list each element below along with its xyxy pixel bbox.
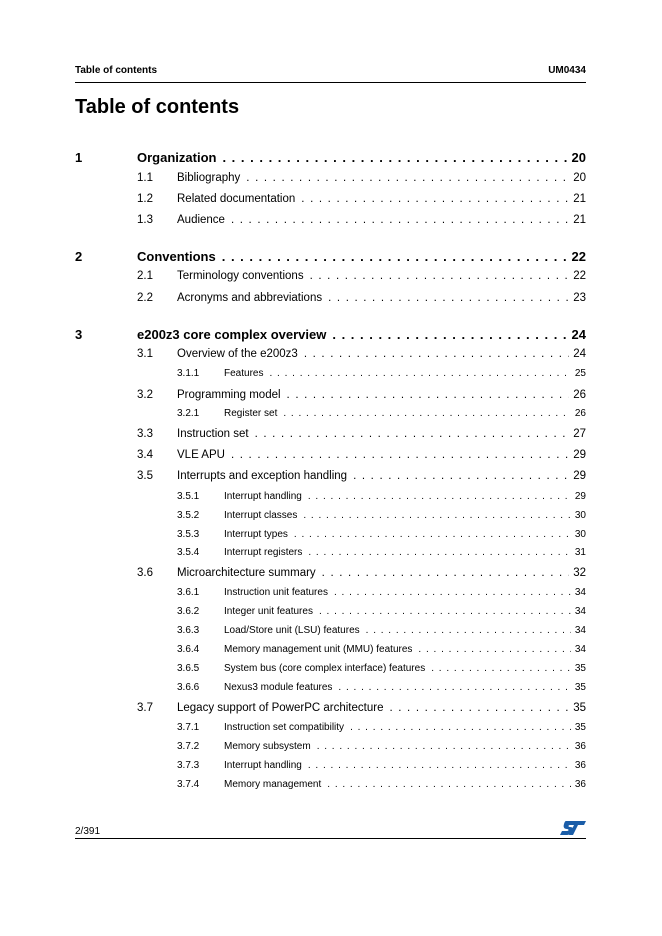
toc-entry-page[interactable]: 29 — [573, 449, 586, 461]
page-header — [75, 65, 586, 79]
toc-entry-page[interactable]: 21 — [573, 193, 586, 205]
toc-entry-number: 3.4 — [137, 449, 153, 461]
toc-entry-page[interactable]: 36 — [574, 760, 586, 771]
page-title: Table of contents — [75, 96, 240, 118]
toc-entry-page[interactable]: 24 — [571, 327, 586, 342]
toc-dot-leader — [308, 547, 571, 558]
toc-entry[interactable] — [75, 470, 586, 485]
toc-entry-title[interactable]: Interrupt classes — [224, 510, 298, 521]
toc-entry[interactable] — [75, 491, 586, 504]
toc-entry[interactable] — [75, 722, 586, 735]
toc-entry[interactable] — [75, 408, 586, 421]
toc-entry-page[interactable]: 35 — [574, 682, 586, 693]
toc-dot-leader — [334, 587, 571, 598]
toc-dot-leader — [389, 702, 569, 714]
toc-entry-title[interactable]: Interrupts and exception handling — [177, 470, 348, 482]
toc-dot-leader — [231, 449, 569, 461]
toc-entry-page[interactable]: 26 — [573, 389, 586, 401]
toc-entry-page[interactable]: 35 — [573, 702, 586, 714]
toc-entry-number: 3.7.3 — [177, 760, 200, 771]
toc-dot-leader — [338, 682, 570, 693]
toc-dot-leader — [418, 644, 570, 655]
toc-entry-title[interactable]: Acronyms and abbreviations — [177, 292, 323, 304]
toc-dot-leader — [308, 491, 571, 502]
footer-page-number: 2/391 — [75, 826, 101, 837]
toc-dot-leader — [431, 663, 571, 674]
header-rule — [75, 82, 586, 83]
toc-entry-title[interactable]: Memory subsystem — [224, 741, 311, 752]
toc-entry-page[interactable]: 26 — [574, 408, 586, 419]
toc-dot-leader — [222, 150, 567, 165]
toc-entry-page[interactable]: 22 — [573, 270, 586, 282]
toc-entry-number: 3.3 — [137, 428, 153, 440]
toc-entry[interactable] — [75, 428, 586, 443]
toc-entry-title[interactable]: Terminology conventions — [177, 270, 304, 282]
toc-entry-title[interactable]: Instruction unit features — [224, 587, 328, 598]
toc-entry-page[interactable]: 30 — [574, 510, 586, 521]
toc-entry-page[interactable]: 20 — [571, 150, 586, 165]
toc-dot-leader — [287, 389, 570, 401]
toc-entry-title[interactable]: Features — [224, 368, 264, 379]
toc-entry-number: 3.1 — [137, 348, 153, 360]
toc-entry-number: 3.6.1 — [177, 587, 200, 598]
toc-entry-number: 1 — [75, 150, 83, 165]
toc-entry-title[interactable]: Interrupt handling — [224, 760, 302, 771]
toc-entry-number: 3.5.4 — [177, 547, 200, 558]
toc-dot-leader — [269, 368, 570, 379]
toc-dot-leader — [322, 567, 570, 579]
toc-dot-leader — [303, 510, 571, 521]
toc-entry[interactable] — [75, 270, 586, 285]
toc-entry[interactable] — [75, 510, 586, 523]
toc-dot-leader — [366, 625, 571, 636]
toc-entry-title[interactable]: Integer unit features — [224, 606, 313, 617]
toc-entry[interactable] — [75, 389, 586, 404]
toc-entry[interactable] — [75, 348, 586, 363]
toc-dot-leader — [317, 741, 571, 752]
toc-entry-page[interactable]: 22 — [571, 249, 586, 264]
toc-entry[interactable] — [75, 172, 586, 187]
toc-entry-title[interactable]: e200z3 core complex overview — [137, 327, 327, 342]
st-logo-icon — [559, 820, 587, 836]
toc-entry-page[interactable]: 36 — [574, 779, 586, 790]
toc-entry[interactable] — [75, 292, 586, 307]
toc-entry-number: 3.7.1 — [177, 722, 200, 733]
toc-entry[interactable] — [75, 682, 586, 695]
toc-entry-number: 3.2.1 — [177, 408, 200, 419]
toc-dot-leader — [327, 779, 571, 790]
toc-entry-number: 3.5 — [137, 470, 153, 482]
toc-entry[interactable] — [75, 606, 586, 619]
toc-entry-number: 3.7.2 — [177, 741, 200, 752]
toc-entry-page[interactable]: 30 — [574, 529, 586, 540]
toc-dot-leader — [308, 760, 571, 771]
footer-rule — [75, 838, 586, 839]
toc-entry[interactable] — [75, 368, 586, 381]
toc-entry-number: 3.6.4 — [177, 644, 200, 655]
toc-dot-leader — [222, 249, 568, 264]
toc-entry-number: 3.6.3 — [177, 625, 200, 636]
toc-entry-page[interactable]: 34 — [574, 625, 586, 636]
toc-entry-number: 3.5.2 — [177, 510, 200, 521]
toc-dot-leader — [246, 172, 569, 184]
toc-dot-leader — [301, 193, 569, 205]
toc-entry-page[interactable]: 21 — [573, 214, 586, 226]
toc-entry-title[interactable]: Programming model — [177, 389, 281, 401]
toc-entry-title[interactable]: Nexus3 module features — [224, 682, 333, 693]
toc-entry-page[interactable]: 23 — [573, 292, 586, 304]
toc-entry[interactable] — [75, 193, 586, 208]
toc-entry-title[interactable]: Conventions — [137, 249, 216, 264]
toc-entry-page[interactable]: 34 — [574, 606, 586, 617]
toc-dot-leader — [319, 606, 571, 617]
toc-entry-number: 3.7.4 — [177, 779, 200, 790]
toc-entry-title[interactable]: Bibliography — [177, 172, 241, 184]
toc-entry[interactable] — [75, 663, 586, 676]
toc-entry[interactable] — [75, 327, 586, 344]
toc-entry-number: 2.1 — [137, 270, 153, 282]
toc-entry-number: 3.5.1 — [177, 491, 200, 502]
toc-entry-number: 3.5.3 — [177, 529, 200, 540]
toc-entry-page[interactable]: 34 — [574, 644, 586, 655]
toc-entry-title[interactable]: Interrupt types — [224, 529, 288, 540]
toc-entry-title[interactable]: Memory management — [224, 779, 322, 790]
toc-entry-page[interactable]: 31 — [574, 547, 586, 558]
toc-entry[interactable] — [75, 625, 586, 638]
toc-entry[interactable] — [75, 529, 586, 542]
toc-dot-leader — [350, 722, 571, 733]
toc-dot-leader — [328, 292, 569, 304]
toc-entry-page[interactable]: 32 — [573, 567, 586, 579]
toc-entry-title[interactable]: Related documentation — [177, 193, 296, 205]
toc-entry-title[interactable]: Instruction set compatibility — [224, 722, 345, 733]
toc-dot-leader — [304, 348, 569, 360]
toc-dot-leader — [332, 327, 567, 342]
toc-dot-leader — [255, 428, 570, 440]
toc-entry-title[interactable]: Memory management unit (MMU) features — [224, 644, 413, 655]
toc-entry-title[interactable]: System bus (core complex interface) features — [224, 663, 426, 674]
toc-entry[interactable] — [75, 644, 586, 657]
toc-entry-page[interactable]: 34 — [574, 587, 586, 598]
toc-entry-number: 3 — [75, 327, 83, 342]
toc-entry-page[interactable]: 27 — [573, 428, 586, 440]
toc-entry-page[interactable]: 35 — [574, 663, 586, 674]
toc-entry-page[interactable]: 35 — [574, 722, 586, 733]
toc-entry-number: 2 — [75, 249, 83, 264]
toc-entry-title[interactable]: Organization — [137, 150, 217, 165]
toc-dot-leader — [294, 529, 571, 540]
toc-entry[interactable] — [75, 449, 586, 464]
toc-entry-title[interactable]: Legacy support of PowerPC architecture — [177, 702, 384, 714]
toc-entry-title[interactable]: Overview of the e200z3 — [177, 348, 298, 360]
toc-entry-number: 1.3 — [137, 214, 153, 226]
toc-entry[interactable] — [75, 760, 586, 773]
toc-entry-number: 3.1.1 — [177, 368, 200, 379]
toc-entry-page[interactable]: 29 — [574, 491, 586, 502]
toc-dot-leader — [231, 214, 569, 226]
toc-entry[interactable] — [75, 779, 586, 792]
toc-entry-title[interactable]: Interrupt registers — [224, 547, 303, 558]
toc-entry[interactable] — [75, 567, 586, 582]
toc-entry-number: 2.2 — [137, 292, 153, 304]
toc-entry-number: 3.6.6 — [177, 682, 200, 693]
toc-entry[interactable] — [75, 214, 586, 229]
toc-entry-number: 3.6 — [137, 567, 153, 579]
toc-entry-number: 1.2 — [137, 193, 153, 205]
toc-entry[interactable] — [75, 249, 586, 266]
toc-entry-title[interactable]: Audience — [177, 214, 225, 226]
toc-entry[interactable] — [75, 547, 586, 560]
toc-entry-page[interactable]: 20 — [573, 172, 586, 184]
toc-entry-number: 1.1 — [137, 172, 153, 184]
toc-entry-title[interactable]: Load/Store unit (LSU) features — [224, 625, 360, 636]
toc-entry-title[interactable]: Microarchitecture summary — [177, 567, 316, 579]
toc-entry-number: 3.7 — [137, 702, 153, 714]
toc-entry-page[interactable]: 25 — [574, 368, 586, 379]
toc-entry[interactable] — [75, 702, 586, 717]
toc-entry[interactable] — [75, 587, 586, 600]
toc-entry-page[interactable]: 29 — [573, 470, 586, 482]
toc-dot-leader — [353, 470, 569, 482]
header-section-title: Table of contents — [75, 65, 158, 76]
toc-entry-title[interactable]: Interrupt handling — [224, 491, 302, 502]
toc-entry-number: 3.2 — [137, 389, 153, 401]
toc-entry-title[interactable]: Register set — [224, 408, 278, 419]
header-doc-id: UM0434 — [548, 65, 586, 76]
toc-entry-page[interactable]: 36 — [574, 741, 586, 752]
toc-entry-title[interactable]: VLE APU — [177, 449, 225, 461]
toc-entry[interactable] — [75, 150, 586, 167]
toc-dot-leader — [310, 270, 570, 282]
toc-entry-page[interactable]: 24 — [573, 348, 586, 360]
toc-entry[interactable] — [75, 741, 586, 754]
toc-entry-number: 3.6.5 — [177, 663, 200, 674]
toc-dot-leader — [283, 408, 571, 419]
toc-entry-number: 3.6.2 — [177, 606, 200, 617]
toc-entry-title[interactable]: Instruction set — [177, 428, 249, 440]
